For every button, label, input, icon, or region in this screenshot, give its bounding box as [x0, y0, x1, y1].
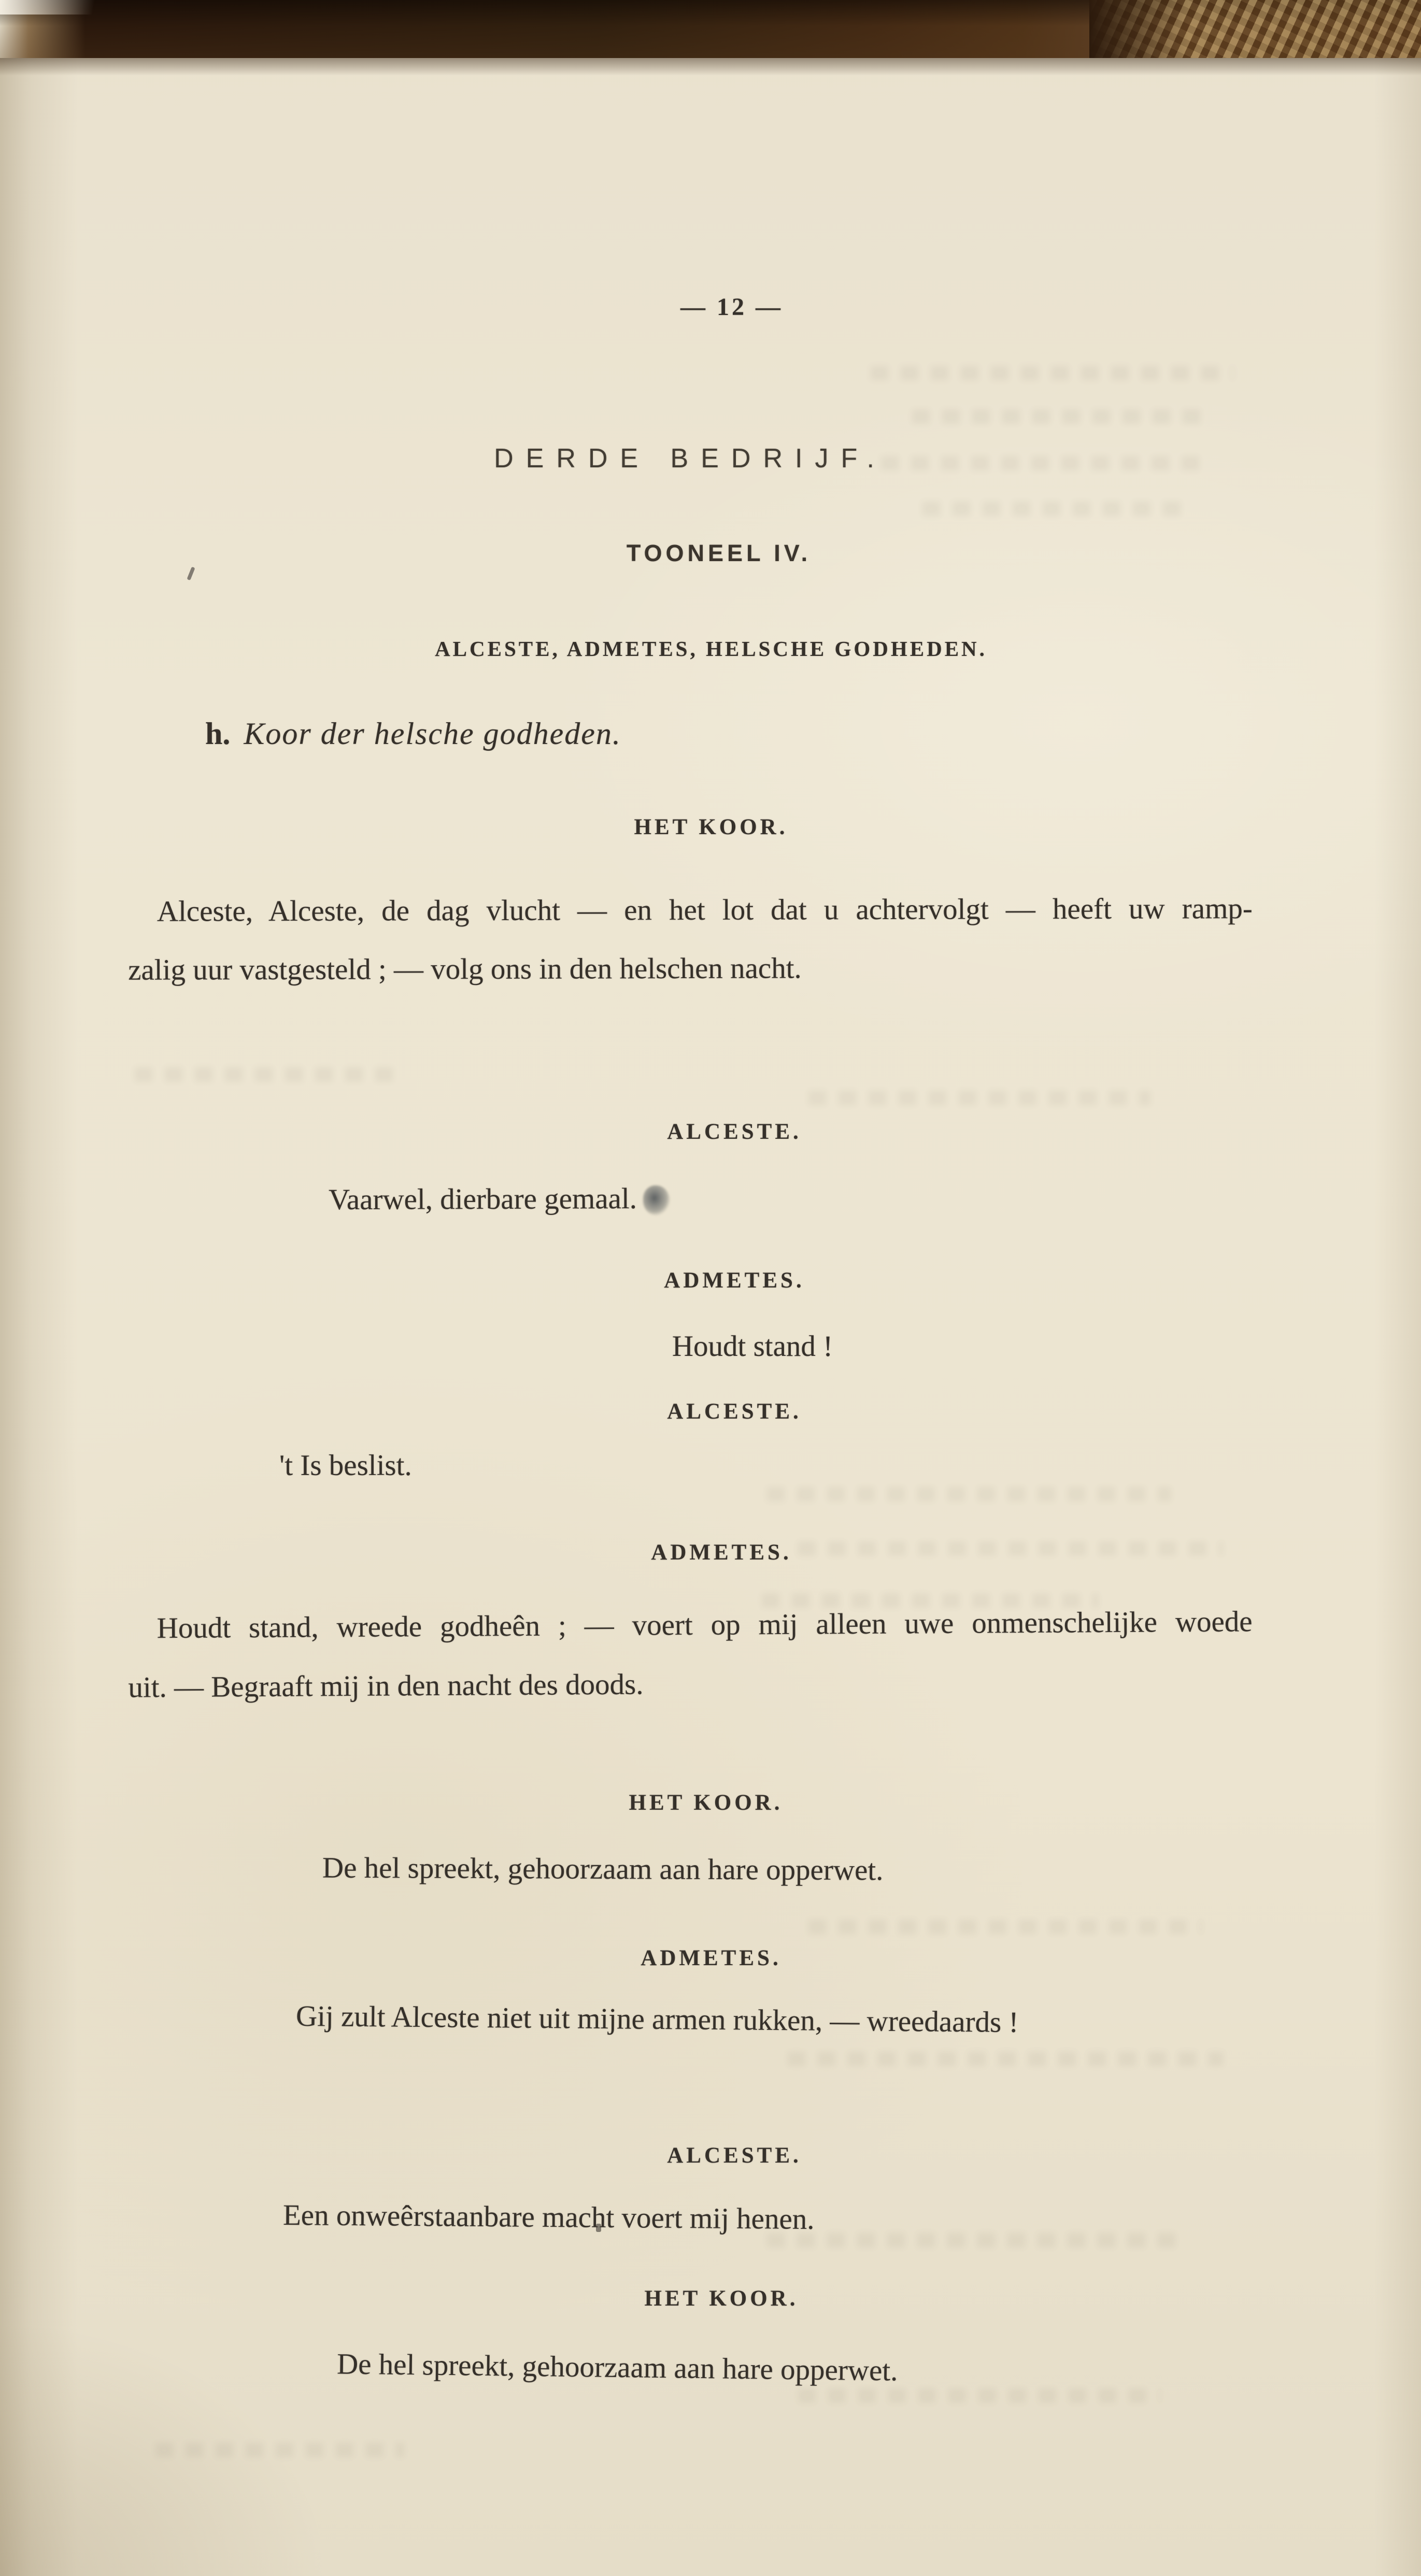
binding-weave-texture [1089, 0, 1421, 58]
dialogue-paragraph [128, 879, 1253, 999]
bleed-through-mark [788, 2052, 1223, 2066]
bleed-through-mark [798, 2388, 1161, 2403]
bleed-through-mark [808, 1091, 1150, 1105]
dialogue-line: Houdt stand ! [672, 1330, 833, 1363]
dialogue-line: De hel spreekt, gehoorzaam aan hare opperwet. [336, 2348, 898, 2387]
dialogue-text: Vaarwel, dierbare gemaal. [328, 1182, 637, 1217]
bleed-through-mark [922, 502, 1192, 516]
dialogue-paragraph [127, 1592, 1253, 1717]
speaker-heading: HET KOOR. [644, 2286, 799, 2311]
speaker-heading: HET KOOR. [634, 815, 788, 839]
number-label-letter: h. [205, 717, 231, 751]
dialogue-line: Een onweêrstaanbare macht voert mij henen. [282, 2198, 815, 2236]
book-binding-edge [0, 0, 1421, 58]
dialogue-line: 't Is beslist. [279, 1449, 412, 1482]
dialogue-line [329, 1182, 670, 1217]
ink-smudge-icon [643, 1185, 670, 1215]
speaker-heading: ADMETES. [641, 1946, 781, 1970]
speaker-heading: ADMETES. [664, 1268, 805, 1293]
scene-heading: TOONEEL IV. [626, 540, 812, 566]
speaker-heading: ALCESTE. [667, 1399, 802, 1424]
act-heading: DERDE BEDRIJF. [494, 443, 887, 474]
bleed-through-mark [808, 1920, 1202, 1934]
dialogue-line: Alceste, Alceste, de dag vlucht — en het lot dat u achtervolgt — heeft uw ramp- [157, 892, 1253, 928]
speaker-heading: HET KOOR. [629, 1791, 783, 1815]
dialogue-line: Houdt stand, wreede godheên ; — voert op mij alleen uwe onmenschelijke woede [157, 1605, 1253, 1645]
page-number: — 12 — [680, 293, 783, 321]
bleed-through-mark [767, 2233, 1182, 2248]
bleed-through-mark [912, 409, 1202, 424]
bleed-through-mark [871, 366, 1233, 380]
dialogue-line: Gij zult Alceste niet uit mijne armen rukken, — wreedaards ! [295, 1999, 1019, 2039]
bleed-through-mark [135, 1067, 404, 1082]
cast-heading: ALCESTE, ADMETES, HELSCHE GODHEDEN. [435, 637, 987, 661]
dialogue-line: zalig uur vastgesteld ; — volg ons in den helschen nacht. [128, 952, 802, 986]
dialogue-line: uit. — Begraaft mij in den nacht des doods. [128, 1668, 644, 1704]
speaker-heading: ALCESTE. [667, 1120, 802, 1144]
bleed-through-mark [767, 1487, 1171, 1501]
binding-shadow [0, 58, 1421, 76]
number-label-title: Koor der helsche godheden. [244, 717, 621, 751]
bleed-through-mark [155, 2443, 404, 2457]
dialogue-line: De hel spreekt, gehoorzaam aan hare opperwet. [322, 1851, 884, 1887]
binding-highlight [0, 0, 119, 15]
number-label [205, 716, 621, 752]
paper-speck [187, 567, 195, 581]
speaker-heading: ALCESTE. [667, 2143, 802, 2168]
speaker-heading: ADMETES. [651, 1540, 792, 1565]
